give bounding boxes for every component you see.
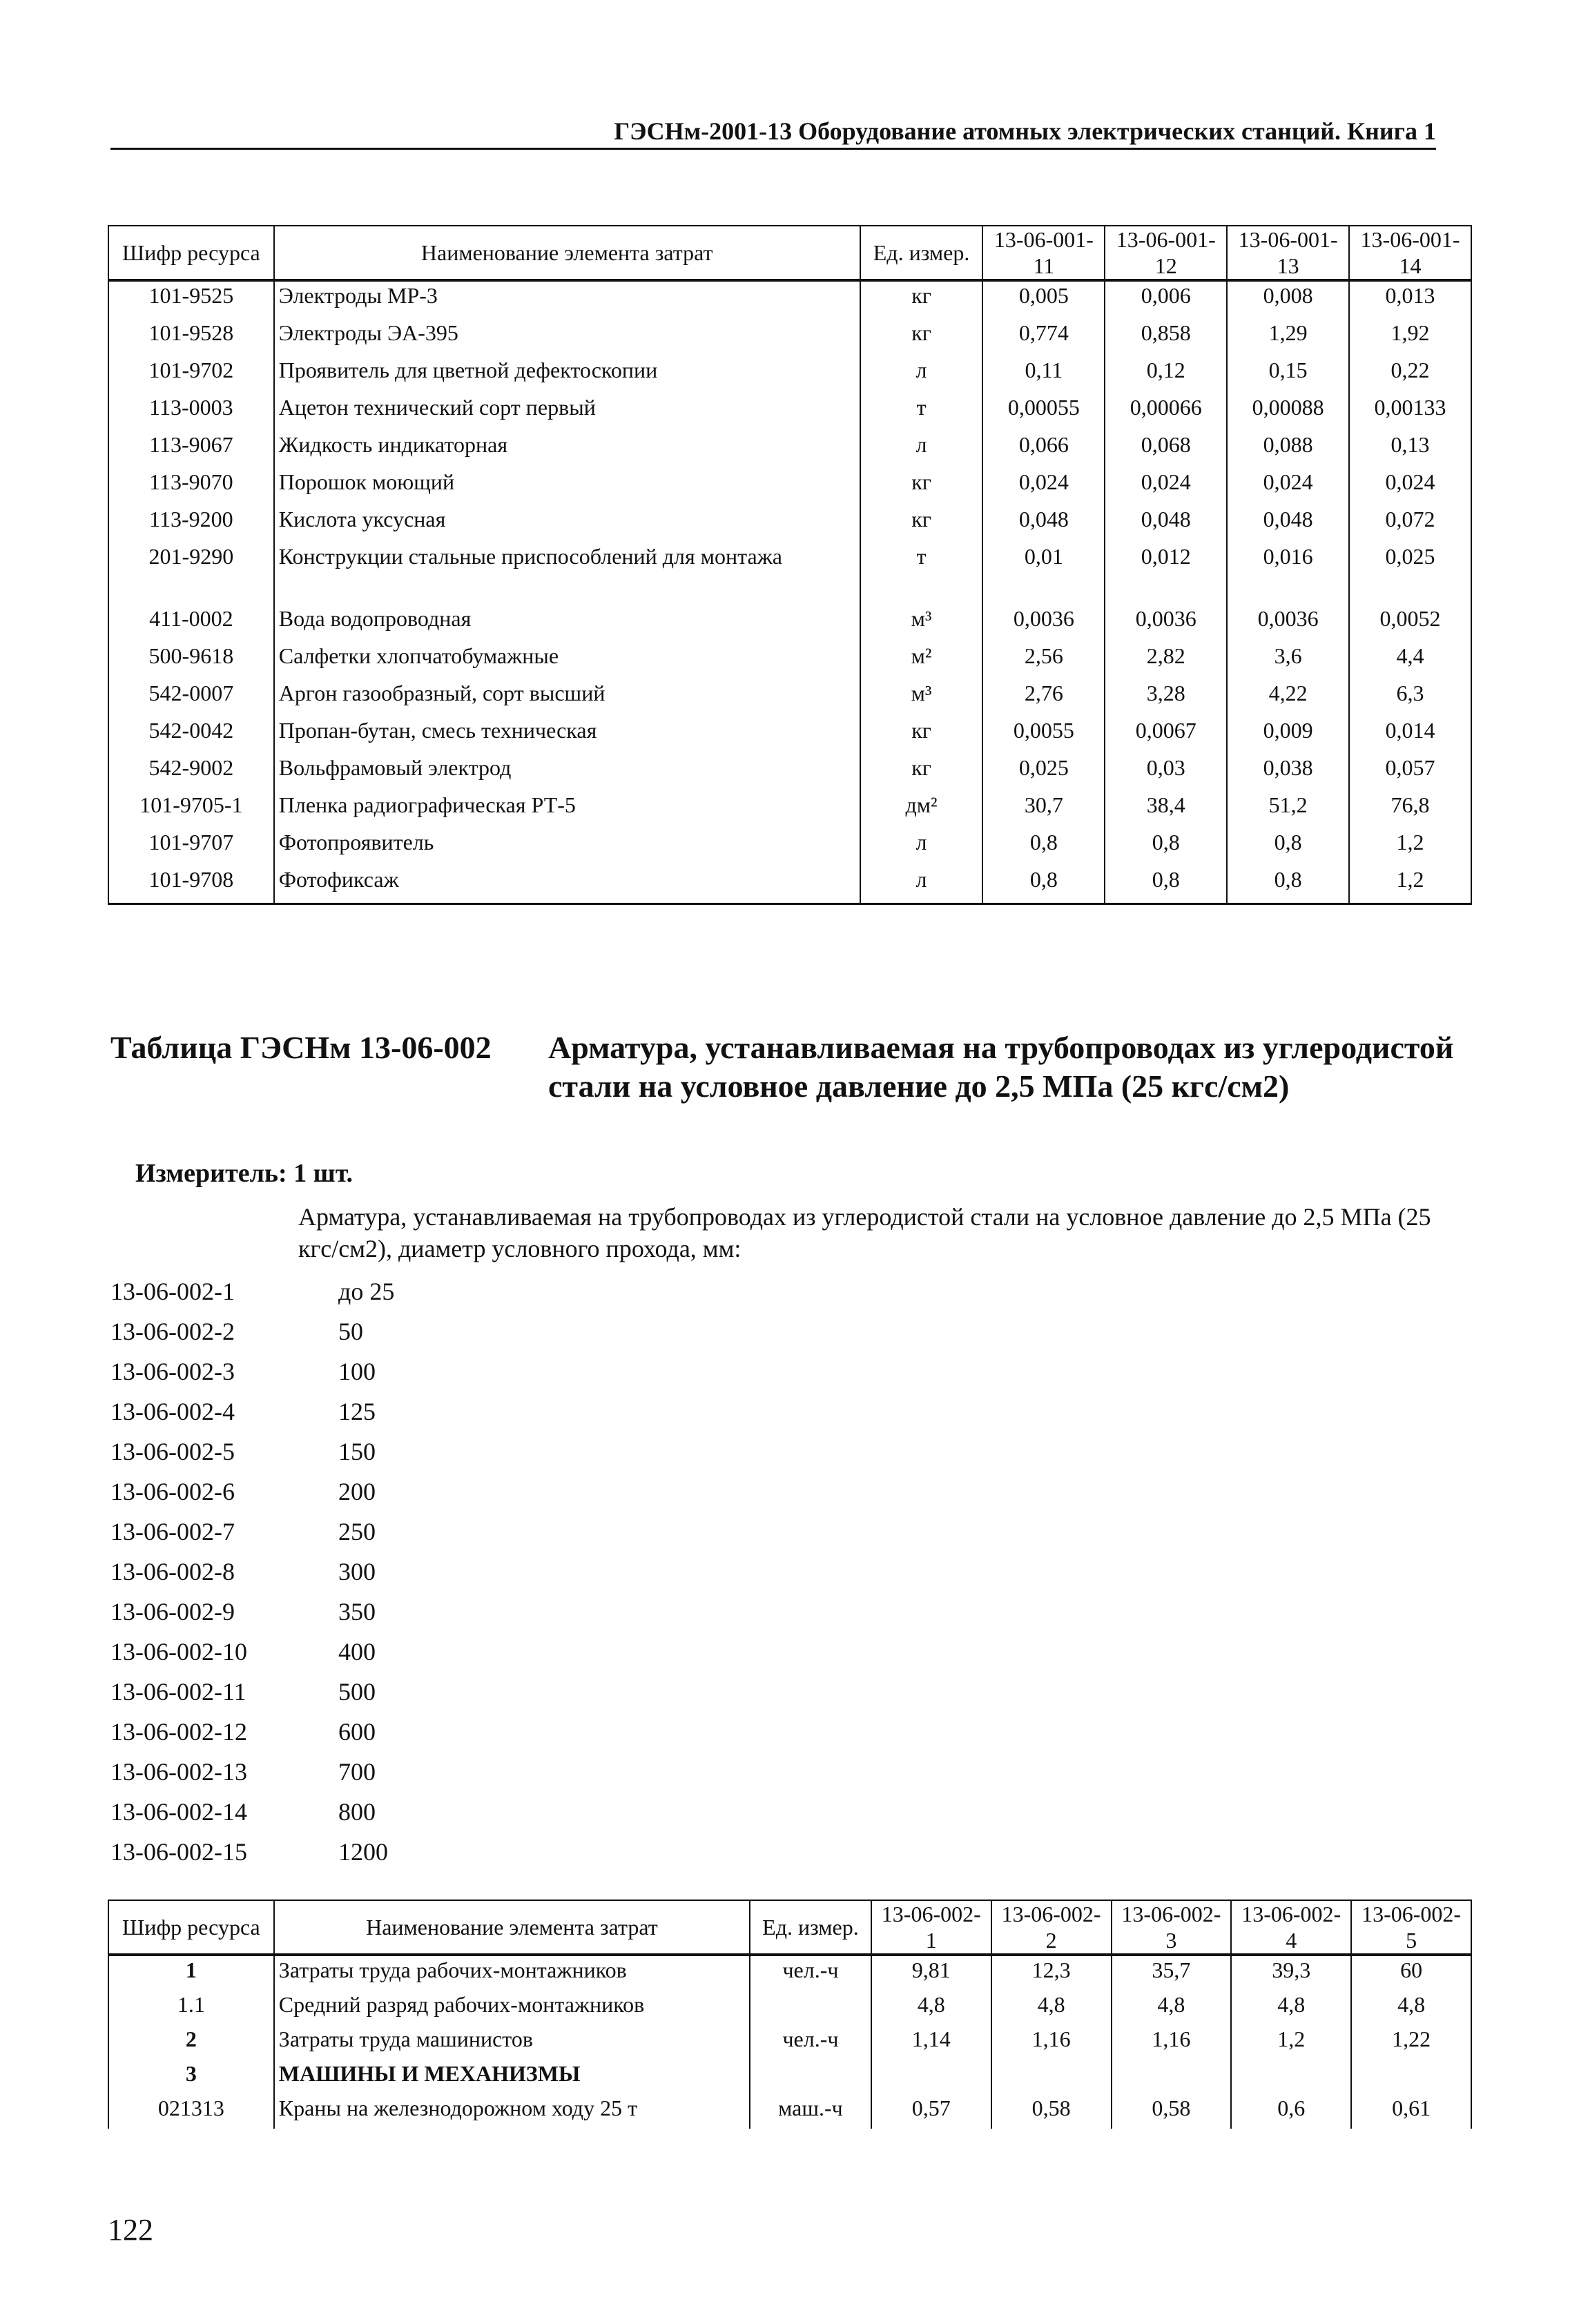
resource-value: 1,16: [1112, 2025, 1232, 2060]
resource-value: 0,00066: [1105, 393, 1227, 431]
table-row: [108, 356, 1471, 393]
resource-name: Фотофиксаж: [274, 866, 860, 904]
resource-unit: маш.-ч: [750, 2094, 871, 2129]
table-row: [108, 431, 1471, 468]
resource-unit: л: [860, 356, 983, 393]
resource-value: 0,15: [1227, 356, 1349, 393]
resource-name: Салфетки хлопчатобумажные: [274, 642, 860, 679]
resource-value: [1351, 2060, 1471, 2094]
resource-table-002: [108, 1900, 1472, 2129]
resource-value: 0,12: [1105, 356, 1227, 393]
resource-unit: чел.-ч: [750, 2025, 871, 2060]
resource-value: 0,048: [982, 505, 1105, 543]
diameter-value: 350: [338, 1598, 376, 1625]
resource-value: 76,8: [1349, 791, 1471, 828]
resource-value: 12,3: [991, 1955, 1112, 1991]
resource-value: 0,8: [1105, 828, 1227, 866]
resource-code: 113-9070: [108, 468, 274, 505]
resource-code: 113-0003: [108, 393, 274, 431]
resource-code: 1.1: [108, 1991, 274, 2025]
resource-code: 101-9705-1: [108, 791, 274, 828]
diameter-value: 400: [338, 1638, 376, 1666]
table-row: [108, 828, 1471, 866]
resource-name: Электроды МР-3: [274, 280, 860, 319]
resource-value: 4,22: [1227, 679, 1349, 716]
resource-value: 39,3: [1231, 1955, 1351, 1991]
header-unit: Ед. измер.: [750, 1900, 871, 1955]
resource-value: 0,61: [1351, 2094, 1471, 2129]
table-row: [108, 2060, 1471, 2094]
resource-value: 0,0036: [1227, 605, 1349, 642]
resource-value: 0,072: [1349, 505, 1471, 543]
resource-value: 0,0036: [1105, 605, 1227, 642]
header-col-5: 13-06-002-5: [1351, 1900, 1471, 1955]
resource-name: Средний разряд рабочих-монтажников: [274, 1991, 750, 2025]
resource-code: 101-9707: [108, 828, 274, 866]
table-body: [108, 280, 1471, 904]
norm-code: 13-06-002-4: [110, 1398, 235, 1425]
resource-name: Затраты труда рабочих-монтажников: [274, 1955, 750, 1991]
diameter-value: 50: [338, 1318, 363, 1345]
table-row: [108, 679, 1471, 716]
norm-code: 13-06-002-12: [110, 1718, 247, 1746]
resource-unit: т: [860, 543, 983, 605]
resource-value: 3,28: [1105, 679, 1227, 716]
resource-value: 4,8: [1351, 1991, 1471, 2025]
resource-value: 4,8: [871, 1991, 991, 2025]
resource-name: Пропан-бутан, смесь техническая: [274, 716, 860, 754]
resource-value: 0,0055: [982, 716, 1105, 754]
resource-value: 1,22: [1351, 2025, 1471, 2060]
header-code: Шифр ресурса: [108, 226, 274, 280]
header-col-3: 13-06-002-3: [1112, 1900, 1232, 1955]
header-col-3: 13-06-001-13: [1227, 226, 1349, 280]
resource-value: 0,012: [1105, 543, 1227, 605]
resource-value: 0,048: [1227, 505, 1349, 543]
resource-value: 2,76: [982, 679, 1105, 716]
resource-name: Фотопроявитель: [274, 828, 860, 866]
table-row: [108, 642, 1471, 679]
resource-value: 0,8: [982, 866, 1105, 904]
resource-value: 0,11: [982, 356, 1105, 393]
resource-value: 0,57: [871, 2094, 991, 2129]
resource-value: 6,3: [1349, 679, 1471, 716]
table-row: [108, 393, 1471, 431]
header-col-4: 13-06-002-4: [1231, 1900, 1351, 1955]
norm-code: 13-06-002-13: [110, 1758, 247, 1786]
resource-unit: т: [860, 393, 983, 431]
resource-value: 0,13: [1349, 431, 1471, 468]
table-row: [108, 2094, 1471, 2129]
resource-value: 4,4: [1349, 642, 1471, 679]
resource-value: 51,2: [1227, 791, 1349, 828]
resource-value: 1,2: [1349, 866, 1471, 904]
resource-unit: кг: [860, 754, 983, 791]
diameter-value: 500: [338, 1678, 376, 1706]
norm-code: 13-06-002-6: [110, 1478, 235, 1505]
resource-code: 1: [108, 1955, 274, 1991]
resource-value: 0,774: [982, 319, 1105, 356]
resource-value: 1,14: [871, 2025, 991, 2060]
resource-value: 38,4: [1105, 791, 1227, 828]
resource-code: 101-9708: [108, 866, 274, 904]
table-row: [108, 1955, 1471, 1991]
resource-code: 201-9290: [108, 543, 274, 605]
resource-value: 0,00055: [982, 393, 1105, 431]
resource-name: Ацетон технический сорт первый: [274, 393, 860, 431]
table-title-prefix: Таблица ГЭСНм 13-06-002: [110, 1030, 492, 1065]
diameter-value: 700: [338, 1758, 376, 1786]
resource-name: Жидкость индикаторная: [274, 431, 860, 468]
resource-name: Краны на железнодорожном ходу 25 т: [274, 2094, 750, 2129]
norm-code: 13-06-002-7: [110, 1518, 235, 1545]
resource-name: Электроды ЭА-395: [274, 319, 860, 356]
resource-value: 3,6: [1227, 642, 1349, 679]
resource-unit: [750, 2060, 871, 2094]
resource-code: 542-0007: [108, 679, 274, 716]
resource-name: Пленка радиографическая РТ-5: [274, 791, 860, 828]
table-row: [108, 716, 1471, 754]
page-header: ГЭСНм-2001-13 Оборудование атомных электрических станций. Книга 1: [110, 116, 1436, 150]
header-name: Наименование элемента затрат: [274, 1900, 750, 1955]
resource-unit: кг: [860, 716, 983, 754]
resource-value: 0,016: [1227, 543, 1349, 605]
resource-value: 0,008: [1227, 280, 1349, 319]
resource-code: 113-9200: [108, 505, 274, 543]
resource-unit: чел.-ч: [750, 1955, 871, 1991]
resource-code: 101-9528: [108, 319, 274, 356]
table-row: [108, 754, 1471, 791]
resource-value: 0,005: [982, 280, 1105, 319]
resource-name: Кислота уксусная: [274, 505, 860, 543]
resource-value: 0,0052: [1349, 605, 1471, 642]
table-row: [108, 468, 1471, 505]
resource-code: 411-0002: [108, 605, 274, 642]
resource-value: 0,048: [1105, 505, 1227, 543]
table-row: [108, 605, 1471, 642]
norm-code: 13-06-002-14: [110, 1798, 247, 1826]
header-unit: Ед. измер.: [860, 226, 983, 280]
diameter-value: 200: [338, 1478, 376, 1505]
resource-value: [1231, 2060, 1351, 2094]
resource-unit: л: [860, 431, 983, 468]
resource-value: 4,8: [1231, 1991, 1351, 2025]
resource-value: 0,8: [1227, 828, 1349, 866]
resource-value: 4,8: [991, 1991, 1112, 2025]
resource-value: 0,068: [1105, 431, 1227, 468]
header-col-1: 13-06-001-11: [982, 226, 1105, 280]
resource-unit: л: [860, 828, 983, 866]
resource-unit: кг: [860, 319, 983, 356]
diameter-value: 150: [338, 1438, 376, 1465]
resource-value: [991, 2060, 1112, 2094]
norm-code: 13-06-002-10: [110, 1638, 247, 1666]
resource-value: 0,024: [1349, 468, 1471, 505]
resource-value: 0,858: [1105, 319, 1227, 356]
resource-code: 500-9618: [108, 642, 274, 679]
resource-code: 3: [108, 2060, 274, 2094]
resource-value: [1112, 2060, 1232, 2094]
resource-value: 0,088: [1227, 431, 1349, 468]
header-col-2: 13-06-001-12: [1105, 226, 1227, 280]
resource-name: МАШИНЫ И МЕХАНИЗМЫ: [274, 2060, 750, 2094]
diameter-value: до 25: [338, 1278, 395, 1305]
norm-code: 13-06-002-9: [110, 1598, 235, 1625]
resource-value: 0,006: [1105, 280, 1227, 319]
resource-value: 0,8: [982, 828, 1105, 866]
resource-value: 1,92: [1349, 319, 1471, 356]
resource-value: 0,057: [1349, 754, 1471, 791]
table-row: [108, 866, 1471, 904]
resource-name: Аргон газообразный, сорт высший: [274, 679, 860, 716]
resource-value: 0,01: [982, 543, 1105, 605]
resource-value: 0,0067: [1105, 716, 1227, 754]
resource-value: 1,29: [1227, 319, 1349, 356]
resource-unit: кг: [860, 505, 983, 543]
header-code: Шифр ресурса: [108, 1900, 274, 1955]
header-col-1: 13-06-002-1: [871, 1900, 991, 1955]
resource-value: 0,024: [982, 468, 1105, 505]
resource-value: 2,82: [1105, 642, 1227, 679]
table-body: [108, 1955, 1471, 2129]
resource-name: Вода водопроводная: [274, 605, 860, 642]
norm-code: 13-06-002-15: [110, 1838, 247, 1866]
resource-code: 113-9067: [108, 431, 274, 468]
resource-code: 542-0042: [108, 716, 274, 754]
norm-code: 13-06-002-1: [110, 1278, 235, 1305]
resource-value: 0,8: [1227, 866, 1349, 904]
resource-value: 0,22: [1349, 356, 1471, 393]
resource-code: 101-9702: [108, 356, 274, 393]
norm-code: 13-06-002-11: [110, 1678, 246, 1706]
resource-value: 30,7: [982, 791, 1105, 828]
table-row: [108, 791, 1471, 828]
diameter-value: 600: [338, 1718, 376, 1746]
resource-unit: м²: [860, 642, 983, 679]
resource-value: 4,8: [1112, 1991, 1232, 2025]
resource-value: 2,56: [982, 642, 1105, 679]
table-title-text: Арматура, устанавливаемая на трубопроводах из углеродистой стали на условное давление до 2,5 МПа (25 кгс/см2): [548, 1030, 1454, 1104]
resource-unit: л: [860, 866, 983, 904]
resource-value: 1,2: [1349, 828, 1471, 866]
resource-value: 0,6: [1231, 2094, 1351, 2129]
table-row: [108, 280, 1471, 319]
resource-value: 0,009: [1227, 716, 1349, 754]
meter-label: Измеритель: 1 шт.: [135, 1159, 353, 1188]
resource-value: 0,025: [1349, 543, 1471, 605]
header-col-2: 13-06-002-2: [991, 1900, 1112, 1955]
diameter-value: 125: [338, 1398, 376, 1425]
table-row: [108, 1991, 1471, 2025]
resource-unit: кг: [860, 468, 983, 505]
diameter-value: 1200: [338, 1838, 388, 1866]
resource-unit: [750, 1991, 871, 2025]
page-number: 122: [108, 2213, 153, 2247]
resource-unit: кг: [860, 280, 983, 319]
resource-code: 2: [108, 2025, 274, 2060]
resource-name: Проявитель для цветной дефектоскопии: [274, 356, 860, 393]
table-row: [108, 2025, 1471, 2060]
resource-value: 35,7: [1112, 1955, 1232, 1991]
resource-value: [871, 2060, 991, 2094]
diameter-value: 250: [338, 1518, 376, 1545]
resource-code: 021313: [108, 2094, 274, 2129]
table-row: [108, 543, 1471, 605]
resource-value: 1,2: [1231, 2025, 1351, 2060]
diameter-value: 100: [338, 1358, 376, 1385]
resource-value: 0,024: [1227, 468, 1349, 505]
resource-value: 0,0036: [982, 605, 1105, 642]
header-name: Наименование элемента затрат: [274, 226, 860, 280]
resource-value: 0,025: [982, 754, 1105, 791]
resource-value: 0,014: [1349, 716, 1471, 754]
resource-value: 0,8: [1105, 866, 1227, 904]
resource-value: 1,16: [991, 2025, 1112, 2060]
resource-value: 0,58: [991, 2094, 1112, 2129]
resource-value: 0,024: [1105, 468, 1227, 505]
resource-value: 60: [1351, 1955, 1471, 1991]
norm-code: 13-06-002-5: [110, 1438, 235, 1465]
resource-value: 0,00088: [1227, 393, 1349, 431]
diameter-value: 800: [338, 1798, 376, 1826]
section-description: Арматура, устанавливаемая на трубопроводах из углеродистой стали на условное давление до 2,5 МПа (25 кгс/см2), диаметр условного прохода, мм:: [298, 1203, 1431, 1262]
norm-code: 13-06-002-2: [110, 1318, 235, 1345]
resource-name: Затраты труда машинистов: [274, 2025, 750, 2060]
resource-table-001: [108, 225, 1472, 905]
resource-name: Вольфрамовый электрод: [274, 754, 860, 791]
header-col-4: 13-06-001-14: [1349, 226, 1471, 280]
resource-value: 0,066: [982, 431, 1105, 468]
resource-value: 0,00133: [1349, 393, 1471, 431]
resource-value: 0,013: [1349, 280, 1471, 319]
norm-code: 13-06-002-3: [110, 1358, 235, 1385]
norm-code: 13-06-002-8: [110, 1558, 235, 1585]
resource-code: 542-9002: [108, 754, 274, 791]
resource-value: 0,03: [1105, 754, 1227, 791]
resource-unit: м³: [860, 679, 983, 716]
resource-name: Конструкции стальные приспособлений для монтажа: [274, 543, 860, 605]
table-row: [108, 505, 1471, 543]
table-row: [108, 319, 1471, 356]
resource-value: 0,038: [1227, 754, 1349, 791]
resource-code: 101-9525: [108, 280, 274, 319]
resource-unit: дм²: [860, 791, 983, 828]
resource-value: 9,81: [871, 1955, 991, 1991]
resource-name: Порошок моющий: [274, 468, 860, 505]
resource-value: 0,58: [1112, 2094, 1232, 2129]
resource-unit: м³: [860, 605, 983, 642]
diameter-value: 300: [338, 1558, 376, 1585]
